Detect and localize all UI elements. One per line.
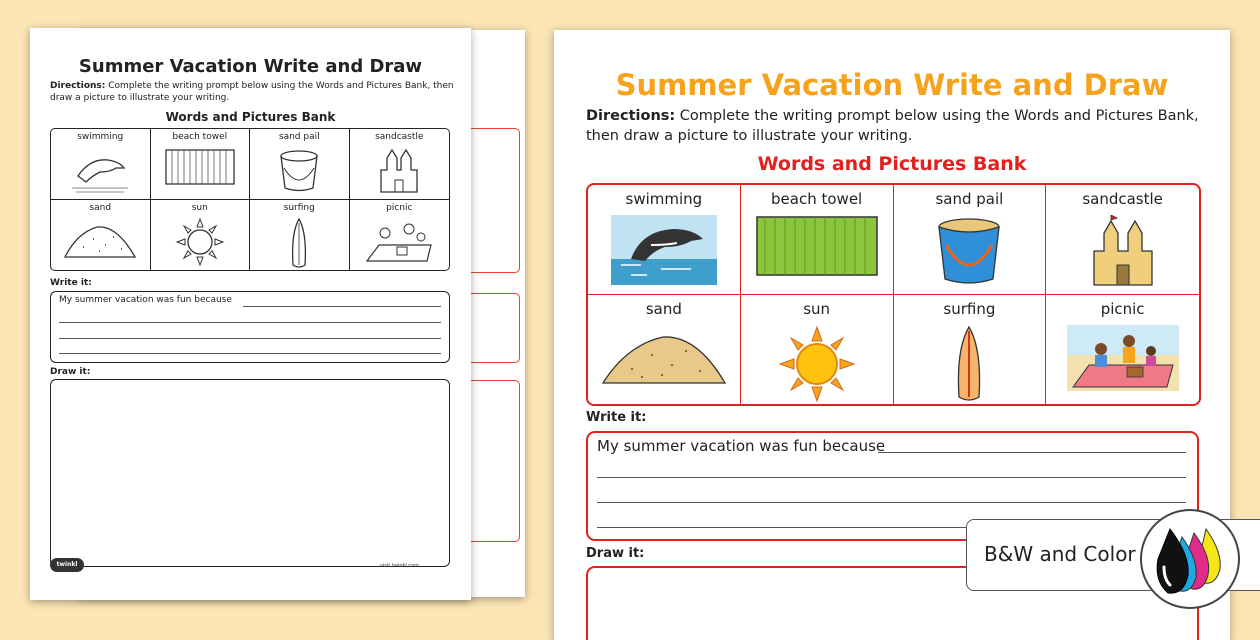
color-bank-cell [741,185,894,295]
color-bank-cell [1046,295,1199,405]
bw-write-label: Write it: [50,278,92,288]
bw-bank-cell [151,200,251,271]
color-bank-cell [588,185,741,295]
bw-directions-text: Complete the writing prompt below using the Words and Pictures Bank, then draw a picture to illustrate your writing. [50,81,454,103]
bw-worksheet-page [30,28,471,600]
color-write-label: Write it: [586,410,647,425]
dolphin-icon [611,215,717,285]
bw-writing-line [243,306,441,307]
bw-word-sand-pail: sand pail [278,132,320,142]
color-word-sand: sand [645,299,682,318]
bw-bank-cell [350,200,450,271]
bw-bank-cell [151,129,251,200]
color-word-swimming: swimming [625,190,703,208]
color-word-beach-towel: beach towel [771,190,863,208]
color-draw-label: Draw it: [586,546,645,561]
bw-bank-title: Words and Pictures Bank [165,110,336,124]
color-word-picnic: picnic [1100,299,1145,318]
bw-directions [50,80,460,104]
bw-writing-line [59,322,441,323]
sand-pail-icon [932,215,1006,287]
bw-word-sandcastle: sandcastle [375,132,424,142]
sand-pail-icon [274,146,324,194]
picnic-icon [363,217,435,265]
sandcastle-icon [1090,215,1156,287]
bw-bank-cell [350,129,450,200]
bw-title: Summer Vacation Write and Draw [78,56,423,77]
bw-draw-box[interactable] [50,379,450,567]
bw-words-bank-grid [50,128,450,271]
bw-bank-cell [250,200,350,271]
bw-writing-line [59,353,441,354]
bw-draw-label: Draw it: [50,367,91,377]
ink-drops-graphic [1142,511,1238,607]
color-word-sand-pail: sand pail [935,190,1004,208]
color-words-bank-grid [586,183,1201,406]
color-bank-title: Words and Pictures Bank [757,153,1027,175]
color-word-sandcastle: sandcastle [1082,190,1163,208]
sun-icon [778,325,856,403]
picnic-icon [1067,325,1179,391]
bw-bank-cell [51,200,151,271]
color-writing-line [878,452,1186,453]
surfboard-icon [953,325,985,403]
color-writing-line [597,502,1186,503]
beach-towel-icon [164,146,236,188]
sandcastle-icon [377,146,421,194]
color-writing-prompt: My summer vacation was fun because [597,437,886,455]
dolphin-icon [70,146,130,194]
bw-word-sun: sun [191,202,208,213]
bw-bank-cell [250,129,350,200]
beach-towel-icon [755,215,879,277]
surfboard-icon [289,217,309,269]
color-bank-cell [894,185,1047,295]
color-bank-cell [588,295,741,405]
bw-word-sand: sand [89,202,112,213]
ink-drops-icon [1140,509,1240,609]
bw-directions-label: Directions: [50,81,106,91]
bw-word-swimming: swimming [77,132,124,142]
color-directions [586,106,1206,146]
color-writing-line [597,477,1186,478]
color-title: Summer Vacation Write and Draw [615,68,1169,102]
twinkl-logo: twinkl [50,558,84,572]
color-bank-cell [894,295,1047,405]
bw-word-beach-towel: beach towel [172,132,228,142]
bw-word-picnic: picnic [386,202,413,213]
bw-writing-prompt: My summer vacation was fun because [59,295,232,305]
sand-pile-icon [63,217,137,261]
bw-bank-cell [51,129,151,200]
color-bank-cell [1046,185,1199,295]
bw-write-box[interactable] [50,291,450,363]
color-directions-text: Complete the writing prompt below using the Words and Pictures Bank, then draw a picture to illustrate your writing. [586,108,1199,144]
bw-writing-line [59,338,441,339]
color-bank-cell [741,295,894,405]
sun-icon [175,217,225,267]
color-word-sun: sun [803,299,831,318]
color-word-surfing: surfing [943,299,996,318]
color-directions-label: Directions: [586,108,676,124]
sand-pile-icon [601,325,727,387]
bw-word-surfing: surfing [283,202,315,213]
version-badge-label: B&W and Color [984,542,1136,566]
visit-text: visit twinkl.com [380,563,420,569]
